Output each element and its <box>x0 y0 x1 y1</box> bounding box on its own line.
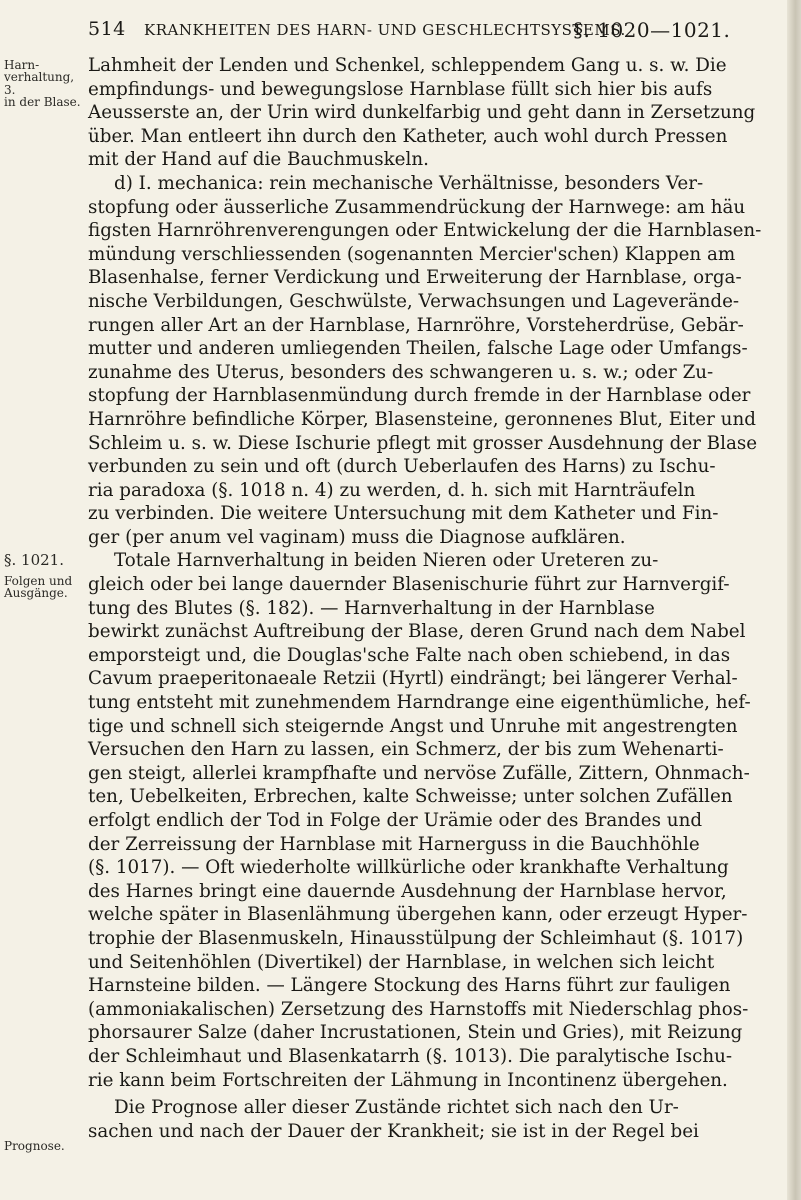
margin-note-section-1021: §. 1021. <box>4 551 64 569</box>
text-line: welche später in Blasenlähmung übergehen kann, oder erzeugt Hyper- <box>88 904 748 926</box>
text-line: Aeusserste an, der Urin wird dunkelfarbig und geht dann in Zersetzung <box>88 102 756 124</box>
margin-note-prognose: Prognose. <box>4 1139 65 1153</box>
text-line: Lahmheit der Lenden und Schenkel, schleppendem Gang u. s. w. Die <box>88 55 727 76</box>
text-line: gen steigt, allerlei krampfhafte und nervöse Zufälle, Zittern, Ohnmach- <box>88 762 750 784</box>
text-line: gleich oder bei lange dauernder Blasenischurie führt zur Harnvergif- <box>88 574 730 596</box>
text-line: tung entsteht mit zunehmendem Harndrange eine eigenthümliche, hef- <box>88 692 751 714</box>
text-line: Harnsteine bilden. — Längere Stockung des Harns führt zur fauligen <box>88 975 731 997</box>
body-text <box>88 54 778 1143</box>
section-range: §. 1020—1021. <box>573 18 731 42</box>
margin-note-folgen: Folgen und Ausgänge. <box>4 574 73 600</box>
text-line: empfindungs- und bewegungslose Harnblase füllt sich hier bis aufs <box>88 78 713 100</box>
text-line: Schleim u. s. w. Diese Ischurie pflegt mit grosser Ausdehnung der Blase <box>88 432 758 454</box>
text-line: mutter und anderen umliegenden Theilen, falsche Lage oder Umfangs- <box>88 338 748 360</box>
text-line: zu verbinden. Die weitere Untersuchung mit dem Katheter und Fin- <box>88 503 719 525</box>
text-line: Harnröhre befindliche Körper, Blasensteine, geronnenes Blut, Eiter und <box>88 408 756 430</box>
text-line: Cavum praeperitonaeale Retzii (Hyrtl) eindrängt; bei längerer Verhal- <box>88 668 738 690</box>
text-line: Totale Harnverhaltung in beiden Nieren oder Ureteren zu- <box>114 550 659 572</box>
text-line: Blasenhalse, ferner Verdickung und Erweiterung der Harnblase, orga- <box>88 267 742 289</box>
text-line: mit der Hand auf die Bauchmuskeln. <box>88 149 429 171</box>
text-line: ria paradoxa (§. 1018 n. 4) zu werden, d. h. sich mit Harnträufeln <box>88 479 696 501</box>
page-number: 514 <box>88 18 126 40</box>
text-line: des Harnes bringt eine dauernde Ausdehnung der Harnblase hervor, <box>88 880 727 902</box>
text-line: rie kann beim Fortschreiten der Lähmung in Incontinenz übergehen. <box>88 1069 728 1091</box>
text-line: sachen und nach der Dauer der Krankheit; sie ist in der Regel bei <box>88 1120 699 1142</box>
text-line: emporsteigt und, die Douglas'sche Falte nach oben schiebend, in das <box>88 644 731 666</box>
running-header <box>88 18 778 52</box>
text-line: Versuchen den Harn zu lassen, ein Schmerz, der bis zum Wehenarti- <box>88 739 724 761</box>
text-line: (ammoniakalischen) Zersetzung des Harnstoffs mit Niederschlag phos- <box>88 998 749 1020</box>
text-line: mündung verschliessenden (sogenannten Mercier'schen) Klappen am <box>88 243 736 265</box>
text-line: nische Verbildungen, Geschwülste, Verwachsungen und Lageverände- <box>88 290 740 312</box>
text-line: ten, Uebelkeiten, Erbrechen, kalte Schweisse; unter solchen Zufällen <box>88 786 733 808</box>
text-line: phorsaurer Salze (daher Incrustationen, Stein und Gries), mit Reizung <box>88 1022 743 1044</box>
text-line: zunahme des Uterus, besonders des schwangeren u. s. w.; oder Zu- <box>88 361 714 383</box>
running-title: KRANKHEITEN DES HARN- UND GESCHLECHTSYSTEMS. <box>144 21 626 39</box>
text-line: trophie der Blasenmuskeln, Hinausstülpung der Schleimhaut (§. 1017) <box>88 927 744 949</box>
text-line: erfolgt endlich der Tod in Folge der Urämie oder des Brandes und <box>88 810 703 831</box>
text-line: rungen aller Art an der Harnblase, Harnröhre, Vorsteherdrüse, Gebär- <box>88 314 744 336</box>
text-line: über. Man entleert ihn durch den Katheter, auch wohl durch Pressen <box>88 125 728 147</box>
text-line: der Zerreissung der Harnblase mit Harnerguss in die Bauchhöhle <box>88 833 700 855</box>
text-line: figsten Harnröhrenverengungen oder Entwickelung der die Harnblasen- <box>88 220 762 242</box>
text-line: tige und schnell sich steigernde Angst und Unruhe mit angestrengten <box>88 715 738 737</box>
text-line: und Seitenhöhlen (Divertikel) der Harnblase, in welchen sich leicht <box>88 951 715 973</box>
page-spine-edge <box>787 0 801 1200</box>
text-line: ger (per anum vel vaginam) muss die Diagnose aufklären. <box>88 526 626 548</box>
text-line: stopfung oder äusserliche Zusammendrückung der Harnwege: am häu <box>88 196 746 218</box>
margin-note-harnverhaltung: Harn- verhaltung, <box>4 58 75 84</box>
text-line: d) I. mechanica: rein mechanische Verhältnisse, besonders Ver- <box>114 172 704 194</box>
text-line: stopfung der Harnblasenmündung durch fremde in der Harnblase oder <box>88 385 751 407</box>
text-line: der Schleimhaut und Blasenkatarrh (§. 1013). Die paralytische Ischu- <box>88 1045 733 1067</box>
text-line: tung des Blutes (§. 182). — Harnverhaltung in der Harnblase <box>88 597 655 619</box>
text-line: (§. 1017). — Oft wiederholte willkürliche oder krankhafte Verhaltung <box>88 857 729 879</box>
text-line: Die Prognose aller dieser Zustände richtet sich nach den Ur- <box>114 1097 679 1119</box>
margin-note-blase: 3. in der Blase. <box>4 83 81 109</box>
text-line: verbunden zu sein und oft (durch Ueberlaufen des Harns) zu Ischu- <box>88 456 716 478</box>
text-line: bewirkt zunächst Auftreibung der Blase, deren Grund nach dem Nabel <box>88 621 746 643</box>
